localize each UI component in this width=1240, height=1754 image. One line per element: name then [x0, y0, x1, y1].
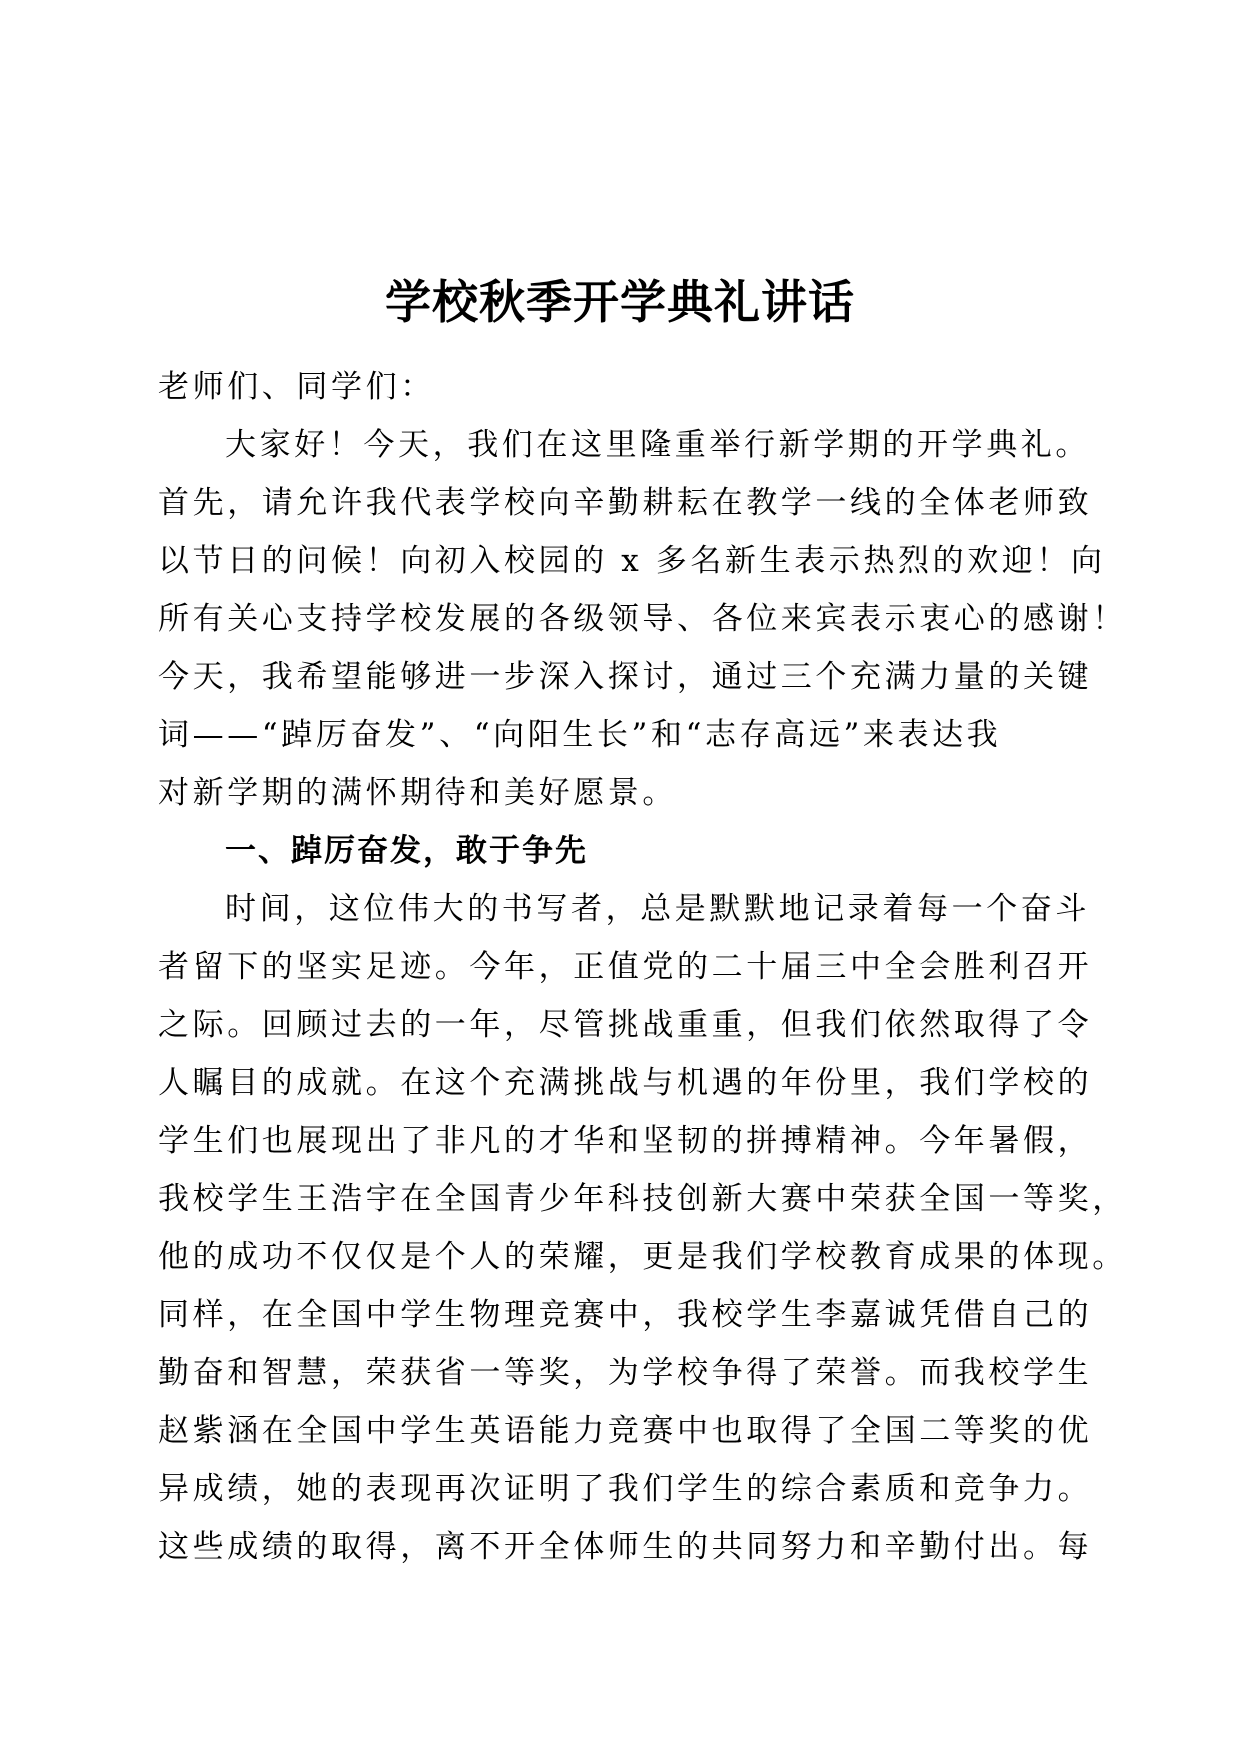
section-line: 之际。回顾过去的一年，尽管挑战重重，但我们依然取得了令: [158, 1007, 1093, 1043]
intro-line: 对新学期的满怀期待和美好愿景。: [158, 775, 677, 811]
intro-line: 今天，我希望能够进一步深入探讨，通过三个充满力量的关键: [158, 659, 1093, 695]
intro-line: 首先，请允许我代表学校向辛勤耕耘在教学一线的全体老师致: [158, 485, 1093, 521]
section-line: 时间，这位伟大的书写者，总是默默地记录着每一个奋斗: [225, 891, 1090, 927]
section-line: 赵紫涵在全国中学生英语能力竞赛中也取得了全国二等奖的优: [158, 1413, 1093, 1449]
section-line: 这些成绩的取得，离不开全体师生的共同努力和辛勤付出。每: [158, 1529, 1093, 1565]
document-title: 学校秋季开学典礼讲话: [385, 275, 855, 329]
section-line: 人瞩目的成就。在这个充满挑战与机遇的年份里，我们学校的: [158, 1065, 1093, 1101]
section-line: 异成绩，她的表现再次证明了我们学生的综合素质和竞争力。: [158, 1471, 1093, 1507]
section-line: 者留下的坚实足迹。今年，正值党的二十届三中全会胜利召开: [158, 949, 1093, 985]
intro-line: 所有关心支持学校发展的各级领导、各位来宾表示衷心的感谢！: [158, 601, 1127, 637]
section-heading: 一、踔厉奋发，敢于争先: [225, 833, 588, 869]
salutation: 老师们、同学们：: [158, 369, 435, 405]
section-line: 同样，在全国中学生物理竞赛中，我校学生李嘉诚凭借自己的: [158, 1297, 1093, 1333]
intro-line: 大家好！今天，我们在这里隆重举行新学期的开学典礼。: [225, 427, 1090, 463]
section-line: 学生们也展现出了非凡的才华和坚韧的拼搏精神。今年暑假，: [158, 1123, 1093, 1159]
section-line: 我校学生王浩宇在全国青少年科技创新大赛中荣获全国一等奖，: [158, 1181, 1127, 1217]
intro-line: 以节日的问候！向初入校园的 x 多名新生表示热烈的欢迎！向: [158, 543, 1106, 579]
section-line: 勤奋和智慧，荣获省一等奖，为学校争得了荣誉。而我校学生: [158, 1355, 1093, 1391]
intro-line: 词——“踔厉奋发”、“向阳生长”和“志存高远”来表达我: [158, 717, 1002, 753]
section-line: 他的成功不仅仅是个人的荣耀，更是我们学校教育成果的体现。: [158, 1239, 1127, 1275]
